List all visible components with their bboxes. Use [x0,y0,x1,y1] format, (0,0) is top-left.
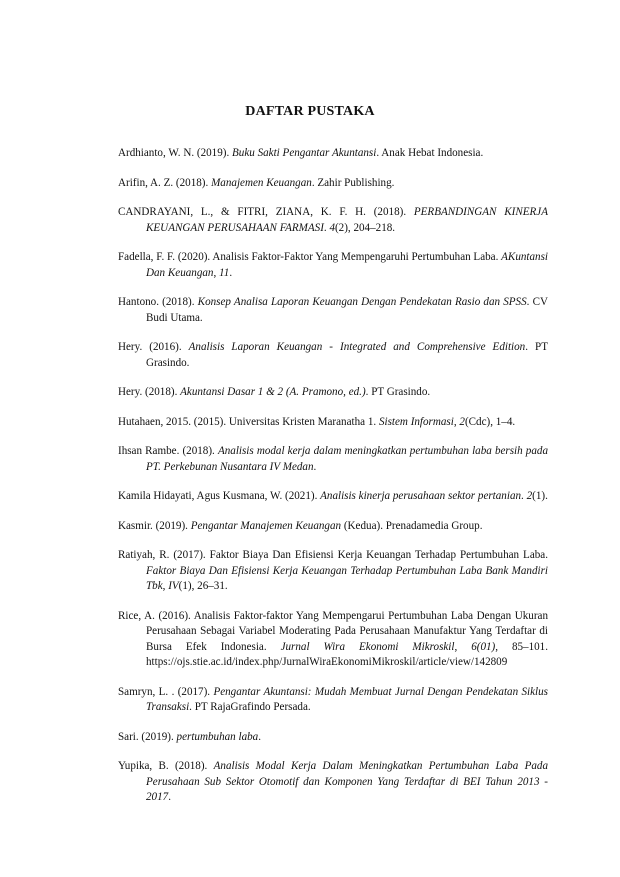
reference-text: , [454,640,472,653]
reference-italic-text: Analisis kinerja perusahaan sektor pertanian [320,490,522,502]
reference-text: (2), 204–218. [334,221,396,234]
reference-text: . Zahir Publishing. [311,176,395,189]
reference-entry [118,176,548,192]
reference-text: . CV Budi Utama. [146,296,548,324]
reference-text: . [168,791,171,803]
reference-text: . [313,460,317,473]
reference-italic-text: Buku Sakti Pengantar Akuntansi [232,147,377,159]
reference-text: . PT RajaGrafindo Persada. [189,701,311,713]
reference-italic-text: PERBANDINGAN KINERJA KEUANGAN PERUSAHAAN FARMASI [146,206,548,234]
reference-text: . PT Grasindo. [146,341,548,369]
reference-italic-text: AKuntansi Dan Keuangan [146,251,549,279]
reference-italic-text: Analisis Modal Kerja Dalam Meningkatkan Pertumbuhan Laba Pada Perusahaan Sub Sektor Otomotif dan Komponen Yang Terdaftar di BEI Tahun 2013 - 2017 [146,760,548,803]
reference-italic-text: Jurnal Wira Ekonomi Mikroskil [280,640,455,653]
reference-italic-text: 4 [329,221,335,234]
reference-italic-text: Analisis modal kerja dalam meningkatkan pertumbuhan laba bersih pada PT. Perkebunan Nusantara IV Medan [146,445,548,473]
reference-text: . [323,221,330,234]
reference-entry [118,205,548,236]
reference-italic-text: 2 [526,490,533,502]
reference-italic-text: Akuntansi Dasar 1 & 2 (A. Pramono, ed.) [180,386,366,398]
reference-italic-text: Faktor Biaya Dan Efisiensi Kerja Keuangan Terhadap Pertumbuhan Laba Bank Mandiri Tbk [146,564,548,592]
reference-text: , [213,266,220,279]
reference-italic-text: Sistem Informasi [378,415,454,428]
reference-entry [118,548,548,595]
reference-text: . [229,266,233,279]
reference-italic-text: 2 [459,415,465,428]
reference-text: Samryn, L. . (2017). [118,685,214,698]
reference-entry [118,295,548,326]
reference-italic-text: 11 [219,266,230,279]
reference-entry [118,444,548,475]
page-title: DAFTAR PUSTAKA [245,104,375,119]
reference-text: (Kedua). Prenadamedia Group. [341,519,483,532]
reference-italic-text: Pengantar Manajemen Keuangan [190,519,342,532]
reference-text: . PT Grasindo. [365,386,431,398]
reference-entry [118,519,548,535]
reference-text: Ardhianto, W. N. (2019). [118,147,233,159]
reference-entry [118,685,548,716]
reference-entry [118,759,548,806]
reference-text: (1), 26–31. [178,580,228,592]
reference-text: Ratiyah, R. (2017). Faktor Biaya Dan Efisiensi Kerja Keuangan Terhadap Pertumbuhan Laba. [118,549,548,561]
reference-text: Hery. (2018). [118,386,181,398]
reference-entry [118,250,548,281]
reference-text: CANDRAYANI, L., & FITRI, ZIANA, K. F. H. (2018). [118,206,414,218]
reference-text: Hery. (2016). [118,341,189,353]
reference-italic-text: Manajemen Keuangan [211,176,312,189]
reference-text: Sari. (2019). [118,730,177,743]
reference-text: Kasmir. (2019). [118,519,191,532]
reference-text: , 85–101. https://ojs.stie.ac.id/index.php/JurnalWiraEkonomiMikroskil/article/view/142809 [146,640,549,668]
reference-italic-text: Analisis Laporan Keuangan - Integrated and Comprehensive Edition [188,341,526,353]
reference-text: (Cdc), 1–4. [464,415,516,428]
reference-text: Hantono. (2018). [118,296,198,308]
reference-list [118,146,548,820]
reference-italic-text: IV [168,580,179,592]
reference-entry [118,146,548,162]
reference-text: , [162,580,169,592]
reference-text: . [258,730,261,743]
reference-italic-text: Konsep Analisa Laporan Keuangan Dengan Pendekatan Rasio dan SPSS [197,296,527,308]
reference-text: Hutahaen, 2015. (2015). Universitas Kristen Maranatha 1. [118,415,379,428]
reference-text: . [521,490,527,502]
reference-entry [118,385,548,401]
reference-text: (1). [532,490,548,502]
reference-text: Kamila Hidayati, Agus Kusmana, W. (2021). [118,490,321,502]
reference-text: . Anak Hebat Indonesia. [376,147,484,159]
reference-italic-text: Pengantar Akuntansi: Mudah Membuat Jurnal Dengan Pendekatan Siklus Transaksi [146,685,548,713]
reference-entry [118,609,548,671]
reference-italic-text: 6(01) [471,640,496,653]
reference-text: Rice, A. (2016). Analisis Faktor-faktor Yang Mempengarui Pertumbuhan Laba Dengan Ukuran Perusahaan Sebagai Variabel Moderating Pada Perusahaan Manufaktur Yang Terdaftar di Bursa Efek Indonesia. [118,609,548,653]
reference-entry [118,730,548,746]
reference-entry [118,340,548,371]
reference-entry [118,415,548,431]
reference-entry [118,489,548,505]
reference-text: , [453,415,460,428]
reference-text: Yupika, B. (2018). [118,760,214,772]
reference-text: Arifin, A. Z. (2018). [118,176,212,189]
reference-text: Ihsan Rambe. (2018). [118,445,218,457]
reference-text: Fadella, F. F. (2020). Analisis Faktor-Faktor Yang Mempengaruhi Pertumbuhan Laba. [118,251,502,263]
reference-italic-text: pertumbuhan laba [176,730,259,743]
